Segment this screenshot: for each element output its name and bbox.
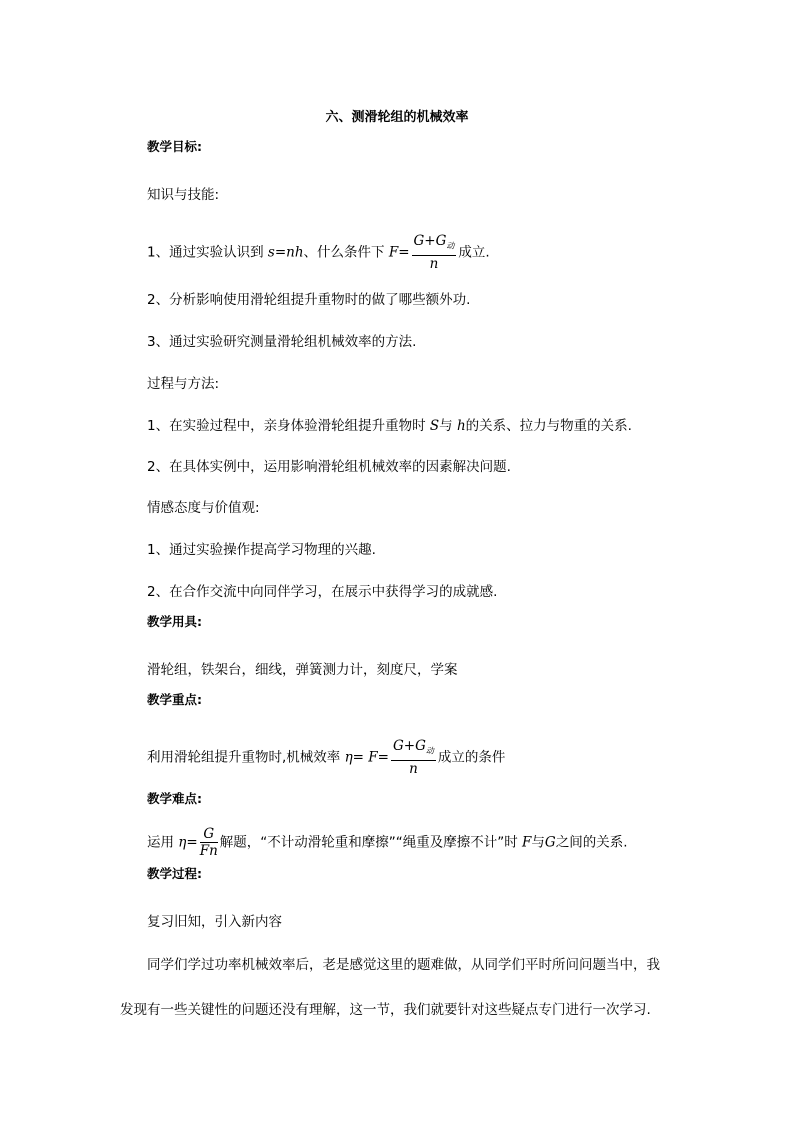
knowledge-heading: 知识与技能:	[147, 187, 220, 203]
k1-prefix: 1、通过实验认识到	[147, 244, 264, 261]
difficulty-point: 运用 η= $\frac{G}{Fn}$ 解题，“不计动滑轮重和摩擦”“绳重及摩擦不计”时 F与G之间的关系.	[147, 826, 628, 859]
knowledge-item-3: 3、通过实验研究测量滑轮组机械效率的方法.	[147, 334, 417, 350]
tools-list: 滑轮组，铁架台，细线，弹簧测力计，刻度尺，学案	[147, 662, 458, 678]
key-point: 利用滑轮组提升重物时,机械效率 η= F= $\frac{G+G_动}{n}$ 成立的条件	[147, 738, 506, 777]
k1-formula-s: s=nh	[267, 244, 304, 261]
page-title: 六、测滑轮组的机械效率	[325, 110, 469, 125]
difficulty-fraction: $\frac{G}{Fn}$	[199, 826, 218, 859]
k1-formula-f: F=	[388, 244, 410, 261]
attitude-heading: 情感态度与价值观:	[147, 500, 260, 516]
key-heading: 教学重点:	[147, 692, 202, 707]
process-item-1: 1、在实验过程中，亲身体验滑轮组提升重物时 S与 h的关系、拉力与物重的关系.	[147, 418, 632, 434]
review-heading: 复习旧知，引入新内容	[147, 914, 282, 930]
k1-denominator: n	[429, 255, 439, 272]
goals-heading: 教学目标:	[147, 139, 202, 154]
knowledge-item-1	[147, 233, 490, 272]
k1-mid: 、什么条件下	[303, 244, 385, 261]
process-heading: 过程与方法:	[147, 376, 220, 392]
k1-numerator: $G+G_动$	[413, 233, 455, 251]
paragraph-line-1: 同学们学过功率机械效率后，老是感觉这里的题难做，从同学们平时所问问题当中，我	[147, 957, 660, 973]
attitude-item-1: 1、通过实验操作提高学习物理的兴趣.	[147, 542, 376, 558]
k1-fraction	[412, 233, 457, 272]
k1-suffix: 成立.	[458, 244, 490, 261]
paragraph-line-2: 发现有一些关键性的问题还没有理解，这一节，我们就要针对这些疑点专门进行一次学习.	[120, 1002, 651, 1018]
key-fraction: $\frac{G+G_动}{n}$	[392, 738, 434, 777]
difficulty-heading: 教学难点:	[147, 791, 202, 806]
procedure-heading: 教学过程:	[147, 866, 202, 881]
attitude-item-2: 2、在合作交流中向同伴学习，在展示中获得学习的成就感.	[147, 584, 498, 600]
process-item-2: 2、在具体实例中，运用影响滑轮组机械效率的因素解决问题.	[147, 459, 511, 475]
tools-heading: 教学用具:	[147, 614, 202, 629]
knowledge-item-2: 2、分析影响使用滑轮组提升重物时的做了哪些额外功.	[147, 292, 471, 308]
